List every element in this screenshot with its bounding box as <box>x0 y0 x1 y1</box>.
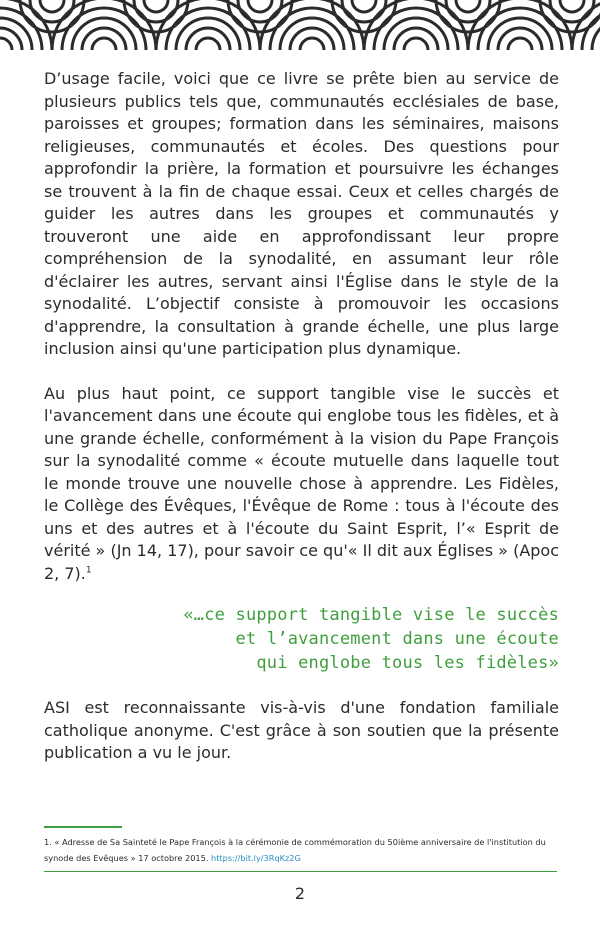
pull-quote <box>44 603 559 675</box>
pull-quote-line-2: et l’avancement dans une écoute <box>235 629 559 649</box>
footnote <box>44 834 559 866</box>
vision-paragraph-text: Au plus haut point, ce support tangible vise le succès et l'avancement dans une écoute qui englobe tous les fidèles, et à une grande échelle, conformément à la vision du Pape François sur la synodalité comme « écoute mutuelle dans laquelle tout le monde trouve une nouvelle chose à apprendre. Les Fidèles, le Collège des Évêques, l'Évêque de Rome : tous à l'écoute des uns et des autres et à l'écoute du Saint Esprit, l’« Esprit de vérité » (Jn 14, 17), pour savoir ce qu'« Il dit aux Églises » (Apoc 2, 7). <box>44 383 559 583</box>
page-number: 2 <box>294 884 306 903</box>
main-content <box>44 68 559 765</box>
footnote-divider <box>44 826 122 828</box>
footnote-text: 1. « Adresse de Sa Sainteté le Pape François à la cérémonie de commémoration du 50ième anniversaire de l'institution du synode des Evêques » 17 octobre 2015. <box>44 837 546 863</box>
footnote-link[interactable]: https://bit.ly/3RqKz2G <box>211 853 301 863</box>
intro-paragraph: D’usage facile, voici que ce livre se prête bien au service de plusieurs publics tels que, communautés ecclésiales de base, paroisses et groupes; formation dans les séminaires, maisons religieuses, communautés et écoles. Des questions pour approfondir la prière, la formation et poursuivre les échanges se trouvent à la fin de chaque essai. Ceux et celles chargés de guider les autres dans les groupes et communautés y trouveront une aide en approfondissant leur propre compréhension de la synodalité, en assumant leur rôle d'éclairer les autres, servant ainsi l'Église dans le style de la synodalité. L’objectif consiste à promouvoir les occasions d'apprendre, la consultation à grande échelle, une plus large inclusion ainsi qu'une participation plus dynamique. <box>44 69 559 358</box>
pull-quote-line-3: qui englobe tous les fidèles» <box>256 653 559 673</box>
footnote-reference[interactable]: 1 <box>85 565 92 576</box>
vision-paragraph <box>44 383 559 586</box>
pull-quote-line-1: «…ce support tangible vise le succès <box>183 605 559 625</box>
page-bottom-divider <box>44 871 557 872</box>
decorative-header-pattern <box>0 0 600 50</box>
acknowledgement-paragraph: ASI est reconnaissante vis-à-vis d'une fondation familiale catholique anonyme. C'est grâce à son soutien que la présente publication a vu le jour. <box>44 698 559 762</box>
